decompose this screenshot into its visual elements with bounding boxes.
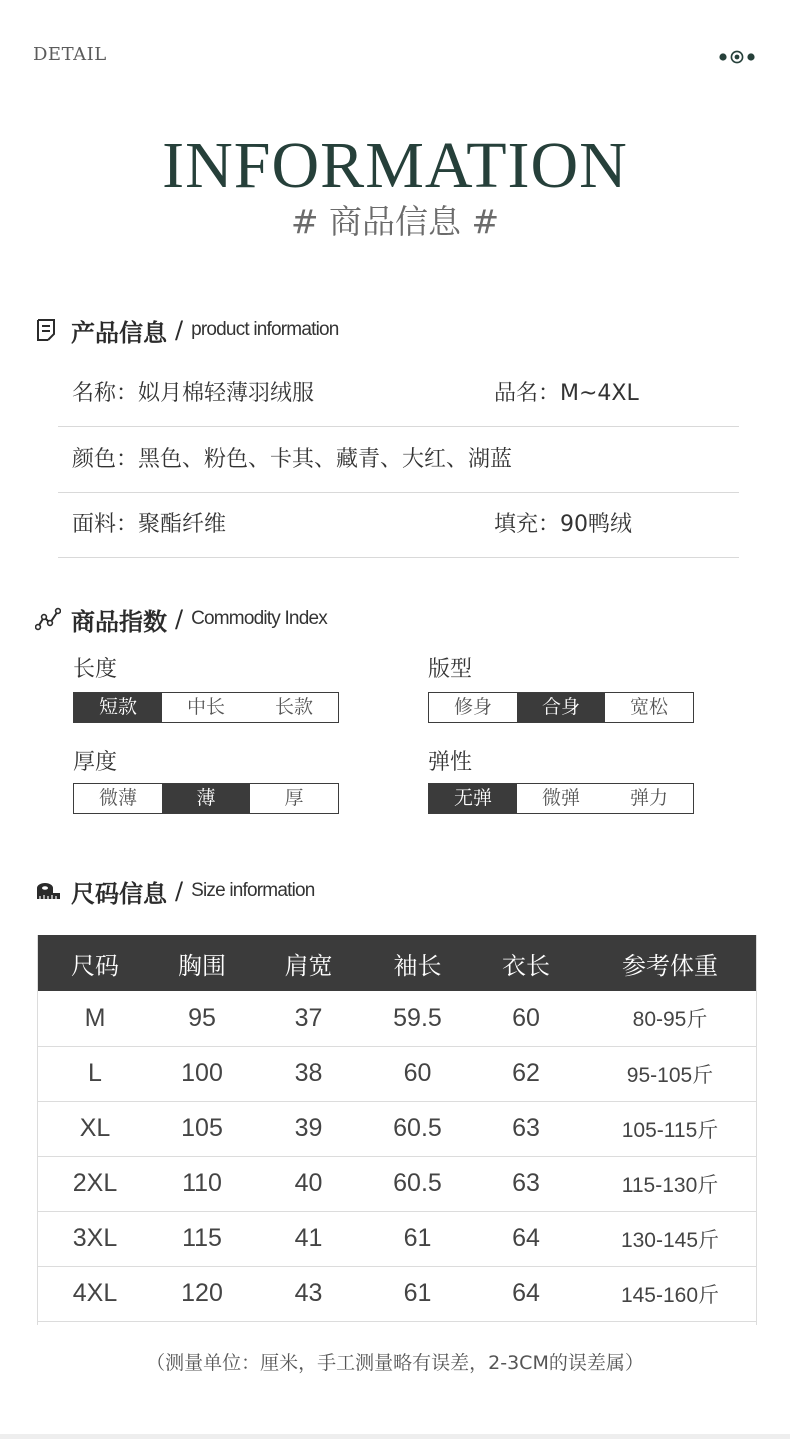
index-label-length: 长度 [73, 657, 118, 682]
index-option: 弹力 [629, 787, 668, 809]
table-cell: 105-115斤 [583, 1101, 757, 1156]
product-info-slash: / [175, 316, 184, 344]
table-row [37, 991, 757, 1046]
line-chart-icon [35, 606, 61, 632]
commodity-index-title-en: Commodity Index [191, 608, 327, 629]
size-table-header: 肩宽 [251, 935, 366, 991]
table-cell: 95-105斤 [583, 1046, 757, 1101]
table-cell: 60 [469, 991, 583, 1046]
table-cell: 64 [469, 1266, 583, 1321]
table-cell: 60.5 [366, 1101, 469, 1156]
table-cell: 115 [153, 1211, 251, 1266]
table-row [37, 1046, 757, 1101]
table-cell: 62 [469, 1046, 583, 1101]
size-table-header: 参考体重 [583, 935, 757, 991]
info-size-range: 品名：M~4XL [494, 381, 639, 406]
table-cell: 60.5 [366, 1156, 469, 1211]
size-footnote: （测量单位：厘米，手工测量略有误差，2-3CM的误差属） [146, 1352, 644, 1374]
size-table-header: 袖长 [366, 935, 469, 991]
index-option: 长款 [274, 696, 313, 718]
size-info-title-en: Size information [191, 880, 315, 901]
table-cell: 145-160斤 [583, 1266, 757, 1321]
table-cell: 95 [153, 991, 251, 1046]
commodity-index-slash: / [175, 605, 184, 633]
table-cell: 43 [251, 1266, 366, 1321]
commodity-index-title-cn: 商品指数 [71, 607, 167, 636]
info-filling: 填充：90鸭绒 [494, 512, 632, 537]
index-option: 合身 [517, 693, 605, 722]
table-cell: 3XL [37, 1211, 153, 1266]
table-cell: 60 [366, 1046, 469, 1101]
table-cell: 115-130斤 [583, 1156, 757, 1211]
index-option: 中长 [186, 696, 225, 718]
table-cell: XL [37, 1101, 153, 1156]
commodity-index-header [35, 602, 327, 636]
tape-measure-icon [35, 878, 61, 904]
table-cell: 2XL [37, 1156, 153, 1211]
size-table-header: 衣长 [469, 935, 583, 991]
info-row [58, 492, 739, 558]
index-option: 短款 [74, 693, 162, 722]
table-cell: 61 [366, 1266, 469, 1321]
index-option: 宽松 [629, 696, 668, 718]
product-info-title-en: product information [191, 319, 339, 340]
table-row [37, 1211, 757, 1266]
hero-title: INFORMATION [162, 129, 628, 202]
table-cell: 120 [153, 1266, 251, 1321]
index-label-elasticity: 弹性 [428, 750, 473, 775]
size-info-header [35, 874, 315, 908]
detail-label: DETAIL [33, 44, 107, 65]
index-scale-elasticity [428, 783, 694, 814]
size-info-title-cn: 尺码信息 [71, 879, 167, 908]
table-cell: 63 [469, 1101, 583, 1156]
table-cell: 61 [366, 1211, 469, 1266]
size-table-header-row [37, 935, 757, 991]
table-cell: 105 [153, 1101, 251, 1156]
table-cell: 39 [251, 1101, 366, 1156]
table-cell: L [37, 1046, 153, 1101]
index-scale-thickness [73, 783, 339, 814]
table-cell: 40 [251, 1156, 366, 1211]
bottom-divider [0, 1434, 790, 1439]
table-cell: 100 [153, 1046, 251, 1101]
info-name: 名称：姒月棉轻薄羽绒服 [72, 381, 315, 406]
index-label-fit: 版型 [428, 657, 473, 682]
table-cell: 64 [469, 1211, 583, 1266]
index-option: 修身 [453, 696, 492, 718]
info-row [58, 361, 739, 427]
hero-subtitle: # 商品信息 # [290, 202, 500, 241]
table-cell: 130-145斤 [583, 1211, 757, 1266]
size-info-slash: / [175, 877, 184, 905]
table-cell: 63 [469, 1156, 583, 1211]
table-row [37, 1156, 757, 1211]
table-cell: 41 [251, 1211, 366, 1266]
index-option: 薄 [162, 784, 250, 813]
size-table-header: 胸围 [153, 935, 251, 991]
product-info-title-cn: 产品信息 [71, 318, 167, 347]
info-row [58, 427, 739, 493]
size-table [37, 935, 757, 1322]
table-cell: 38 [251, 1046, 366, 1101]
table-cell: 4XL [37, 1266, 153, 1321]
index-option: 厚 [284, 787, 304, 809]
info-fabric: 面料：聚酯纤维 [72, 512, 227, 537]
table-cell: M [37, 991, 153, 1046]
index-label-thickness: 厚度 [73, 750, 118, 775]
size-table-header: 尺码 [37, 935, 153, 991]
index-scale-length [73, 692, 339, 723]
table-row [37, 1101, 757, 1156]
table-cell: 80-95斤 [583, 991, 757, 1046]
three-dots-icon [718, 49, 758, 63]
index-scale-fit [428, 692, 694, 723]
product-info-header [35, 313, 339, 347]
table-row [37, 1266, 757, 1321]
index-option: 微薄 [98, 787, 137, 809]
info-colors: 颜色：黑色、粉色、卡其、藏青、大红、湖蓝 [72, 447, 513, 472]
document-icon [35, 317, 61, 343]
table-cell: 59.5 [366, 991, 469, 1046]
index-option: 无弹 [429, 784, 517, 813]
table-cell: 110 [153, 1156, 251, 1211]
table-cell: 37 [251, 991, 366, 1046]
index-option: 微弹 [541, 787, 580, 809]
